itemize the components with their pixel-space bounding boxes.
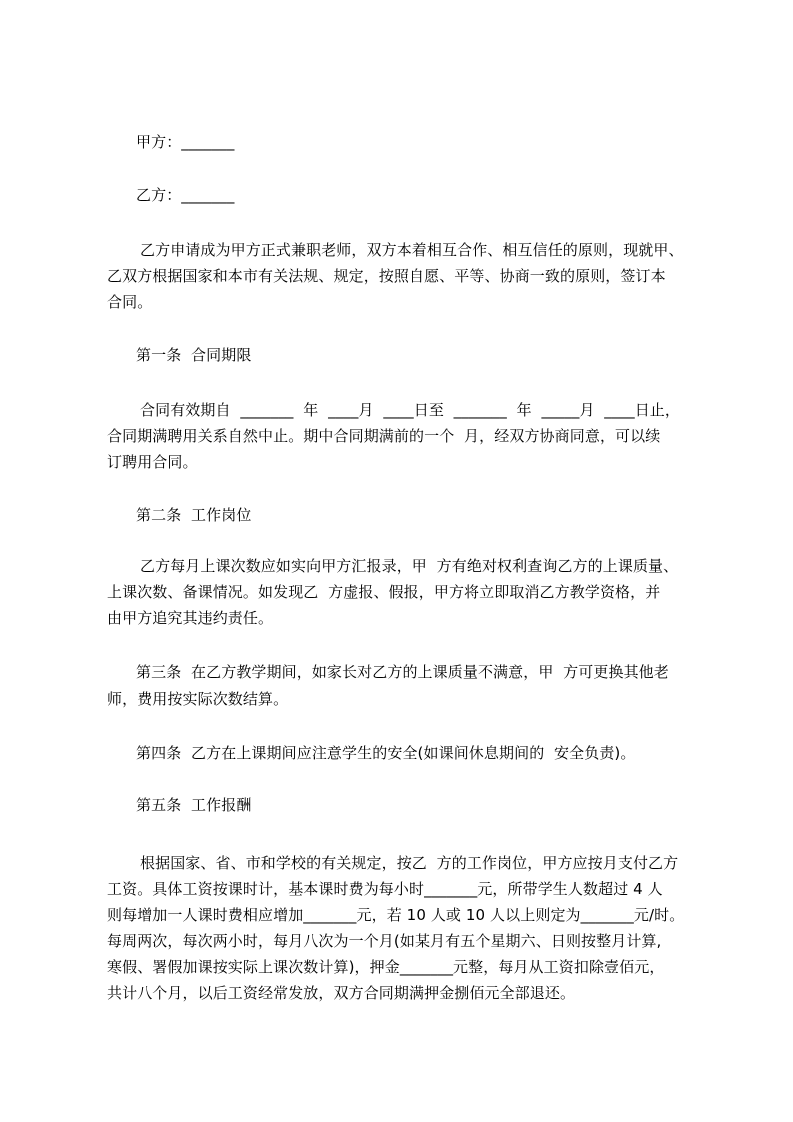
intro-line-3: 合同。 [107,293,153,311]
intro-line-1: 乙方申请成为甲方正式兼职老师，双方本着相互合作、相互信任的原则，现就甲、 [140,241,684,259]
party-b-line: 乙方：_______ [136,186,235,204]
article-4-line: 第四条 乙方在上课期间应注意学生的安全(如课间休息期间的 安全负责)。 [136,744,636,762]
article-1-line-2: 合同期满聘用关系自然中止。期中合同期满前的一个 月，经双方协商同意，可以续 [107,427,661,445]
article-5-line-6: 共计八个月，以后工资经常发放，双方合同期满押金捌佰元全部退还。 [107,984,576,1002]
article-3-line-2: 师，费用按实际次数结算。 [107,690,289,708]
article-5-line-4: 每周两次，每次两小时，每月八次为一个月(如某月有五个星期六、日则按整月计算, [107,932,662,950]
article-5-line-3: 则每增加一人课时费相应增加_______元，若 10 人或 10 人以上则定为_______元/时。 [107,906,685,924]
article-1-line-1: 合同有效期自 _______ 年 ____月 ____日至 _______ 年 _____月 ____日止， [140,401,680,419]
article-3-line-1: 第三条 在乙方教学期间，如家长对乙方的上课质量不满意，甲 方可更换其他老 [136,663,669,681]
article-5-line-2: 工资。具体工资按课时计，基本课时费为每小时_______元，所带学生人数超过 4 人 [107,880,663,898]
article-2-line-3: 由甲方追究其违约责任。 [107,609,274,627]
article-2-line-1: 乙方每月上课次数应如实向甲方汇报录，甲 方有绝对权利查询乙方的上课质量、 [140,557,679,575]
article-2-title: 第二条 工作岗位 [136,506,252,524]
article-1-line-3: 订聘用合同。 [107,453,198,471]
article-5-title: 第五条 工作报酬 [136,796,252,814]
party-a-line: 甲方：_______ [136,133,235,151]
article-1-title: 第一条 合同期限 [136,346,252,364]
article-2-line-2: 上课次数、备课情况。如发现乙 方虚报、假报，甲方将立即取消乙方教学资格，并 [107,583,661,601]
intro-line-2: 乙双方根据国家和本市有关法规、规定，按照自愿、平等、协商一致的原则，签订本 [107,267,666,285]
article-5-line-5: 寒假、署假加课按实际上课次数计算)，押金_______元整，每月从工资扣除壹佰元， [107,958,665,976]
article-5-line-1: 根据国家、省、市和学校的有关规定，按乙 方的工作岗位，甲方应按月支付乙方 [140,854,679,872]
